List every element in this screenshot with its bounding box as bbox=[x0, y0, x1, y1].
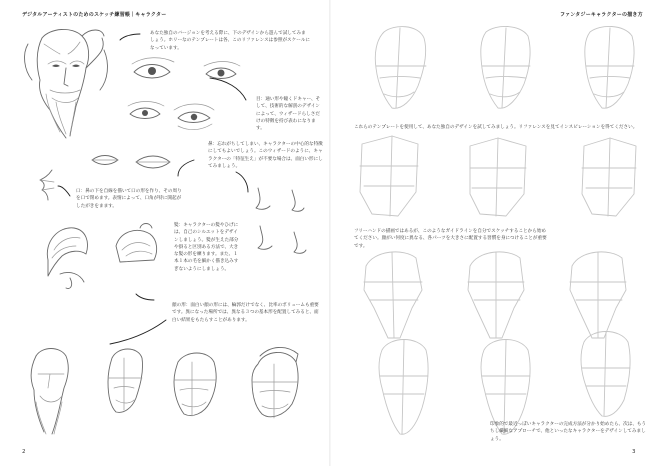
freehand-paragraph: フリーハンドの描画ではあるが、このようなガイドラインを自分でスケッチすることから始めてください。顔がい何度に異なる、各パーツを大きさに配置する習慣を身につけることが重要です。 bbox=[354, 229, 547, 249]
face-shape-paragraph: 顔の形：面白い顔の形には、輪郭だけでなく、比率のボリュームも重要です。異になった場所では、異なる３つの基本形を配置してみると、面白い結果をもたらすことがあります。 bbox=[172, 303, 319, 323]
right-page-header: ファンタジーキャラクターの描き方 bbox=[560, 12, 643, 18]
right-page bbox=[330, 0, 660, 466]
left-page-number: 2 bbox=[22, 449, 26, 455]
mouth-paragraph: 口：鼻の下を自線を描いて口の形を作り、その周りを口で閉めます。表情によって、口角が特に開起がしたがきをまます。 bbox=[76, 189, 182, 209]
intro-paragraph: あなた独自のバージョンを考える際に、下のデザインから遊んで試してみましょう。ホリーなのテンプレートは各、このリファレンスは参照がスケールになっています。 bbox=[150, 31, 310, 51]
left-page-header: デジタルアーティストのためのスケッチ練習帳｜キャラクター bbox=[22, 12, 167, 18]
closing-paragraph: 印象的で最近っぽいキャラクターの完成方法が分かり始めたら、次は、もうちし繊細なアプローチで、他といったなキャラクターをデザインしてみましょう。 bbox=[490, 422, 647, 442]
nose-paragraph: 鼻：忘れがちしてしまい、キャラクターの中心的な特徴にしてもよいでしょう。このウィザードのように、キャラクターの「特征生え」が不要な場合は、面白い形にしてみましょう。 bbox=[208, 142, 323, 169]
right-page-number: 3 bbox=[632, 449, 636, 455]
eyes-paragraph: 目：通い形や瞳くドキャー、そして、技術的な解剖のデザインによって、ウィザードらしさだけの特徴を持び表わになります。 bbox=[256, 97, 321, 132]
template-row-3 bbox=[330, 240, 660, 340]
hair-paragraph: 髪：キャラクターの髪やひげには、自己のシルエットをデザインしましょう。髪が生えた部分や掛ると区別ある方法で、大きな髪の形を練ります。また、１本１本の毛を細かく描き込みすぎないようにしましょう。 bbox=[174, 223, 239, 272]
template-row-2 bbox=[330, 134, 660, 224]
template-row-1 bbox=[330, 20, 660, 120]
templates-paragraph: これらのテンプレートを使用して、あなた独自のデザインを試してみましょう。リファレンスを見てインスピレーションを得てください。 bbox=[354, 125, 638, 130]
